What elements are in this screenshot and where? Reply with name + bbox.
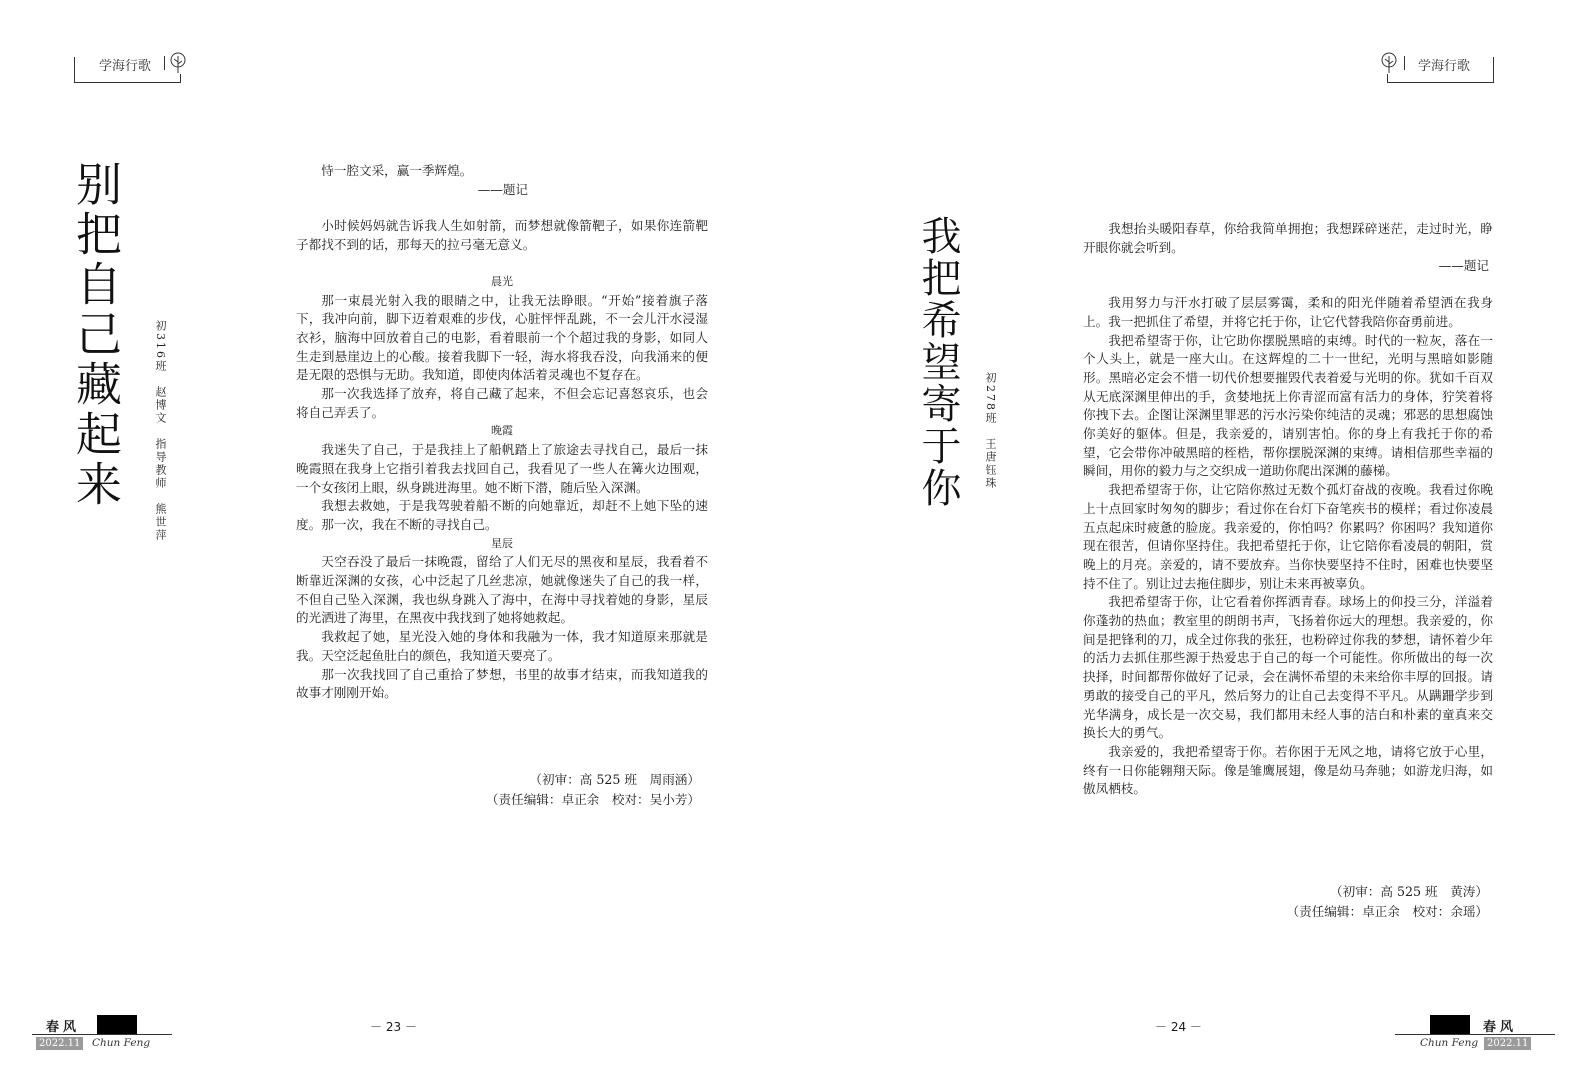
editor-credit: （责任编辑：卓正余 校对：吴小芳） — [485, 792, 700, 807]
footer-block-left — [97, 1015, 137, 1034]
editor-credit: （责任编辑：卓正余 校对：余瑶） — [1286, 904, 1488, 919]
paragraph: 我把希望寄于你，让它看着你挥洒青春。球场上的仰投三分，洋溢着你蓬勃的热血；教室里的朗朗书声，飞扬着你远大的理想。我亲爱的，你间是把锋利的刀，成全过你我的张狂，也粉碎过你我的梦想，请怀着少年的活力去抓住那些源于热爱忠于自己的每一个可能性。你所做出的每一次抉择，时间都帮你做好了记录，会在满怀希望的未来给你丰厚的回报。请勇敢的接受自己的平凡，然后努力的让自己去变得不平凡。从蹒跚学步到光华满身，成长是一次交易，我们都用未经人事的洁白和朴素的童真来交换长大的勇气。 — [1083, 594, 1493, 741]
article-title-left: 别把自己藏起来 — [69, 160, 123, 510]
credits-left — [420, 770, 700, 810]
article-author-right: 初278班 王唐钰珠 — [984, 372, 997, 490]
paragraph: 那一次我选择了放弃，将自己藏了起来，不但会忘记喜怒哀乐，也会将自己弄丢了。 — [296, 386, 708, 420]
header-divider-left — [164, 56, 165, 70]
paragraph: 小时候妈妈就告诉我人生如射箭，而梦想就像箭靶子，如果你连箭靶子都找不到的话，那每天的拉弓毫无意义。 — [296, 218, 708, 253]
article-body-right — [1083, 220, 1493, 799]
paragraph: 天空吞没了最后一抹晚霞，留给了人们无尽的黑夜和星辰，我看着不断靠近深渊的女孩，心中泛起了几丝悲凉，她就像迷失了自己的我一样，不但自己坠入深渊，我也纵身跳入了海中，在海中寻找着她的身影，星辰的光洒进了海里，在黑夜中我找到了她将她救起。 — [296, 554, 708, 626]
epigraph-signature: ——题记 — [477, 181, 528, 197]
epigraph: 我想抬头暖阳春草，你给我简单拥抱；我想踩碎迷茫，走过时光，睁开眼你就会听到。 — [1083, 221, 1493, 255]
tree-icon — [1380, 52, 1398, 74]
paragraph: 我亲爱的，我把希望寄于你。若你困于无风之地，请将它放于心里，终有一日你能翱翔天际。像是雏鹰展翅，像是幼马奔驰；如游龙归海，如傲凤栖枝。 — [1083, 743, 1493, 797]
paragraph: 我想去救她，于是我驾驶着船不断的向她靠近，却赶不上她下坠的速度。那一次，我在不断的寻找自己。 — [296, 498, 708, 532]
epigraph-signature: ——题记 — [1438, 258, 1489, 274]
article-author-left: 初316班 赵博文 指导教师 熊世萍 — [154, 320, 167, 542]
paragraph: 那一束晨光射入我的眼睛之中，让我无法睁眼。“开始”接着旗子落下，我冲向前，脚下迈着艰难的步伐，心脏怦怦乱跳，不一会儿汗水浸湿衣衫，脑海中回放着自己的电影，看着眼前一个个超过我的身影，如同人生走到悬崖边上的心酸。接着我脚下一轻，海水将我吞没，向我涌来的便是无限的恐惧与无助。我知道，即使肉体活着灵魂也不复存在。 — [296, 292, 708, 383]
review-credit: （初审：高 525 班 黄涛） — [1330, 884, 1488, 899]
credits-right — [1210, 882, 1488, 922]
epigraph: 恃一腔文采，赢一季辉煌。 — [321, 163, 473, 178]
paragraph: 我迷失了自己，于是我挂上了船帆踏上了旅途去寻找自己，最后一抹晚霞照在我身上它指引着我去找回自己，我看见了一些人在篝火边围观，一个女孩闭上眼，纵身跳进海里。她不断下潜，随后坠入深渊。 — [296, 442, 708, 495]
header-section-left: 学海行歌 — [99, 59, 152, 74]
paragraph: 我把希望寄于你，让它陪你熬过无数个孤灯奋战的夜晚。我看过你晚上十点回家时匆匆的脚步；看过你在台灯下奋笔疾书的模样；看过你凌晨五点起床时疲惫的脸庞。我亲爱的，你怕吗？你累吗？你困吗？我知道你现在很苦，但请你坚持住。我把希望托于你，让它陪你看凌晨的朝阳，赏晚上的月亮。亲爱的，请不要放弃。当你快要坚持不住时，困难也快要坚持不住了。别让过去拖住脚步，别让未来再被辜负。 — [1083, 482, 1493, 591]
header-rule-right — [1387, 82, 1493, 83]
page-number-right: － 24 － — [1155, 1020, 1202, 1034]
section-heading: 晚霞 — [491, 424, 513, 438]
magazine-name-right: Chun Feng — [1420, 1037, 1479, 1049]
magazine-name-left: Chun Feng — [92, 1037, 151, 1049]
page-number-left: － 23 － — [370, 1020, 417, 1034]
paragraph: 我救起了她，星光没入她的身体和我融为一体，我才知道原来那就是我。天空泛起鱼肚白的颜色，我知道天要亮了。 — [296, 629, 708, 663]
article-title-right: 我把希望寄于你 — [915, 215, 961, 509]
magazine-logo-left: 春风 — [46, 1020, 81, 1035]
header-tick-right — [1387, 74, 1388, 83]
section-heading: 晨光 — [491, 274, 513, 288]
header-divider-right — [1404, 56, 1405, 70]
tree-icon — [169, 52, 187, 74]
paragraph: 那一次我找回了自己重拾了梦想，书里的故事才结束，而我知道我的故事才刚刚开始。 — [296, 666, 708, 701]
header-section-right: 学海行歌 — [1418, 59, 1471, 74]
header-rule-left — [74, 82, 180, 83]
header-frame-left — [74, 57, 75, 83]
paragraph: 我把希望寄于你，让它助你摆脱黑暗的束缚。时代的一粒灰，落在一个人头上，就是一座大山。在这辉煌的二十一世纪，光明与黑暗如影随形。黑暗必定会不惜一切代价想要摧毁代表着爱与光明的你。犹如千百双从无底深渊里伸出的手，贪婪地抚上你青涩而富有活力的身体，狞笑着将你拽下去。企图让深渊里罪恶的污水污染你纯洁的灵魂；邪恶的思想腐蚀你美好的躯体。但是，我亲爱的，请别害怕。你的身上有我托于你的希望，它会带你冲破黑暗的桎梏，帮你摆脱深渊的束缚。请相信那些幸福的瞬间，用你的毅力与之交织成一道助你爬出深渊的藤梯。 — [1083, 332, 1493, 479]
paragraph: 我用努力与汗水打破了层层雾霭，柔和的阳光伴随着希望洒在我身上。我一把抓住了希望，并将它托于你，让它代替我陪你奋勇前进。 — [1083, 295, 1493, 329]
issue-badge-right: 2022.11 — [1484, 1037, 1531, 1050]
issue-badge-left: 2022.11 — [36, 1037, 83, 1050]
magazine-logo-right: 春风 — [1483, 1020, 1518, 1035]
article-body-left — [296, 162, 708, 703]
header-frame-right — [1493, 57, 1494, 83]
review-credit: （初审：高 525 班 周雨涵） — [529, 772, 700, 787]
header-tick-left — [180, 74, 181, 83]
section-heading: 星辰 — [491, 536, 513, 550]
footer-block-right — [1430, 1015, 1470, 1034]
footer-rule-right — [1395, 1034, 1555, 1035]
